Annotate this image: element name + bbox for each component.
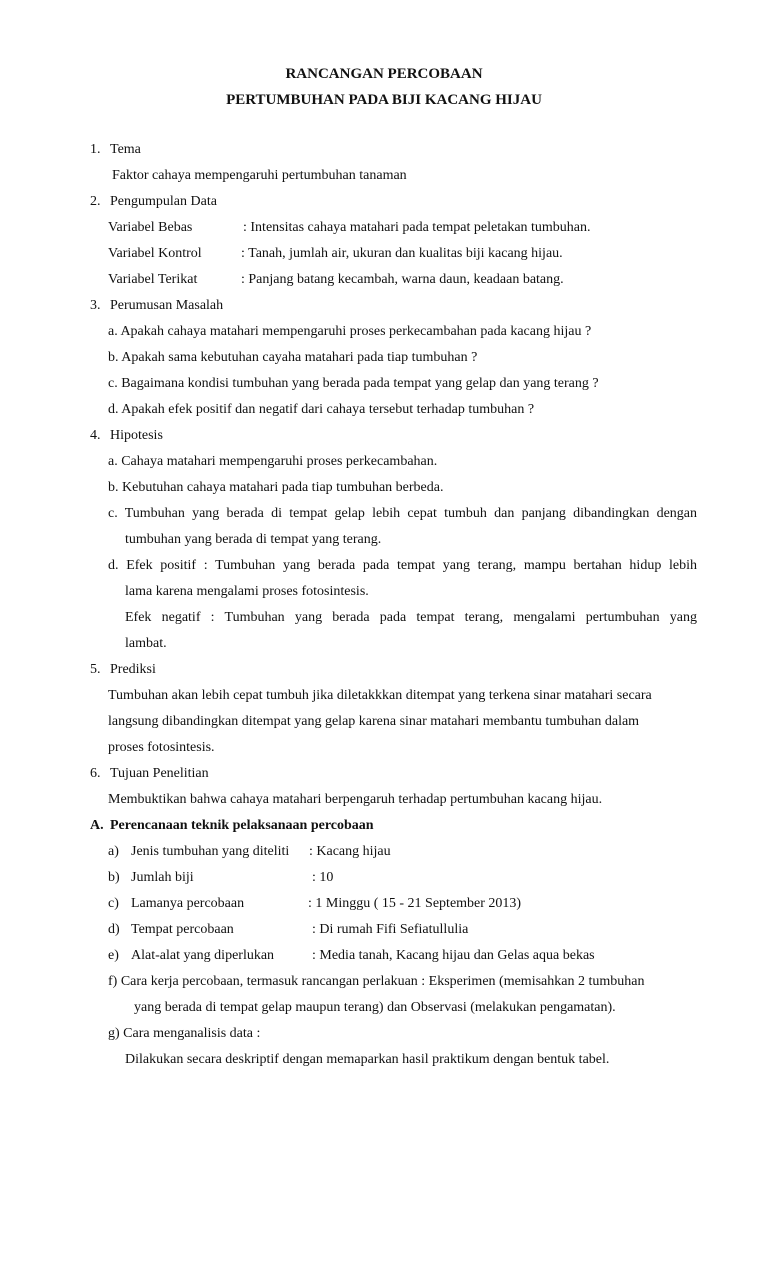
- document-title-line-2: PERTUMBUHAN PADA BIJI KACANG HIJAU: [226, 92, 542, 108]
- hypothesis-item-d-line-3: Efek negatif : Tumbuhan yang berada pada tempat terang, mengalami pertumbuhan yang: [125, 610, 697, 625]
- section-2-number: 2.: [90, 194, 101, 209]
- section-6-number: 6.: [90, 766, 101, 781]
- plan-item-g-line-2: Dilakukan secara deskriptif dengan memaparkan hasil praktikum dengan bentuk tabel.: [125, 1052, 610, 1067]
- section-5-heading: Prediksi: [110, 662, 156, 677]
- plan-item-marker: e): [108, 948, 119, 963]
- plan-item-f-line-2: yang berada di tempat gelap maupun terang) dan Observasi (melakukan pengamatan).: [134, 1000, 616, 1015]
- plan-item-marker: b): [108, 870, 120, 885]
- hypothesis-item-c-line-1: c. Tumbuhan yang berada di tempat gelap lebih cepat tumbuh dan panjang dibandingkan dengan: [108, 506, 697, 521]
- plan-item-marker: d): [108, 922, 120, 937]
- section-1-text: Faktor cahaya mempengaruhi pertumbuhan tanaman: [112, 168, 407, 183]
- problem-item: c. Bagaimana kondisi tumbuhan yang berada pada tempat yang gelap dan yang terang ?: [108, 376, 599, 391]
- plan-item-label: Alat-alat yang diperlukan: [131, 948, 275, 963]
- variable-label: Variabel Bebas: [108, 220, 193, 235]
- hypothesis-item-a: a. Cahaya matahari mempengaruhi proses perkecambahan.: [108, 454, 438, 469]
- variable-label: Variabel Kontrol: [108, 246, 202, 261]
- plan-item-marker: c): [108, 896, 119, 911]
- problem-item: a. Apakah cahaya matahari mempengaruhi proses perkecambahan pada kacang hijau ?: [108, 324, 592, 339]
- plan-item-f-line-1: f) Cara kerja percobaan, termasuk rancangan perlakuan : Eksperimen (memisahkan 2 tumbuhan: [108, 974, 645, 989]
- section-2-heading: Pengumpulan Data: [110, 194, 217, 209]
- plan-item-value: : Di rumah Fifi Sefiatullulia: [312, 922, 469, 937]
- plan-item-marker: a): [108, 844, 119, 859]
- plan-item-label: Jenis tumbuhan yang diteliti: [131, 844, 290, 859]
- document-title-line-1: RANCANGAN PERCOBAAN: [285, 66, 483, 82]
- variable-value: : Tanah, jumlah air, ukuran dan kualitas biji kacang hijau.: [241, 246, 563, 261]
- plan-item-label: Jumlah biji: [131, 870, 194, 885]
- research-goal-text: Membuktikan bahwa cahaya matahari berpengaruh terhadap pertumbuhan kacang hijau.: [108, 792, 603, 807]
- section-3-number: 3.: [90, 298, 101, 313]
- section-1-heading: Tema: [110, 142, 141, 157]
- variable-label: Variabel Terikat: [108, 272, 198, 287]
- section-4-number: 4.: [90, 428, 101, 443]
- hypothesis-item-b: b. Kebutuhan cahaya matahari pada tiap tumbuhan berbeda.: [108, 480, 444, 495]
- problem-item: d. Apakah efek positif dan negatif dari cahaya tersebut terhadap tumbuhan ?: [108, 402, 535, 417]
- plan-item-label: Lamanya percobaan: [131, 896, 245, 911]
- prediction-line-2: langsung dibandingkan ditempat yang gelap karena sinar matahari membantu tumbuhan dalam: [108, 714, 640, 729]
- hypothesis-item-d-line-1: d. Efek positif : Tumbuhan yang berada pada tempat yang terang, mampu bertahan hidup lebih: [108, 558, 697, 573]
- variable-value: : Panjang batang kecambah, warna daun, keadaan batang.: [241, 272, 564, 287]
- hypothesis-item-c-line-2: tumbuhan yang berada di tempat yang terang.: [125, 532, 382, 547]
- prediction-line-3: proses fotosintesis.: [108, 740, 215, 755]
- hypothesis-item-d-line-4: lambat.: [125, 636, 167, 651]
- section-a-number: A.: [90, 818, 104, 833]
- section-3-heading: Perumusan Masalah: [110, 298, 224, 313]
- prediction-line-1: Tumbuhan akan lebih cepat tumbuh jika diletakkkan ditempat yang terkena sinar matahari secara: [108, 688, 652, 703]
- section-6-heading: Tujuan Penelitian: [110, 766, 209, 781]
- plan-item-value: : Kacang hijau: [309, 844, 391, 859]
- problem-item: b. Apakah sama kebutuhan cayaha matahari pada tiap tumbuhan ?: [108, 350, 478, 365]
- section-a-heading: Perencanaan teknik pelaksanaan percobaan: [110, 818, 374, 833]
- plan-item-value: : 10: [312, 870, 334, 885]
- section-5-number: 5.: [90, 662, 101, 677]
- plan-item-g-line-1: g) Cara menganalisis data :: [108, 1026, 261, 1041]
- plan-item-value: : 1 Minggu ( 15 - 21 September 2013): [308, 896, 522, 911]
- hypothesis-item-d-line-2: lama karena mengalami proses fotosintesis.: [125, 584, 369, 599]
- section-1-number: 1.: [90, 142, 101, 157]
- variable-value: : Intensitas cahaya matahari pada tempat peletakan tumbuhan.: [243, 220, 591, 235]
- plan-item-value: : Media tanah, Kacang hijau dan Gelas aqua bekas: [312, 948, 595, 963]
- plan-item-label: Tempat percobaan: [131, 922, 234, 937]
- section-4-heading: Hipotesis: [110, 428, 163, 443]
